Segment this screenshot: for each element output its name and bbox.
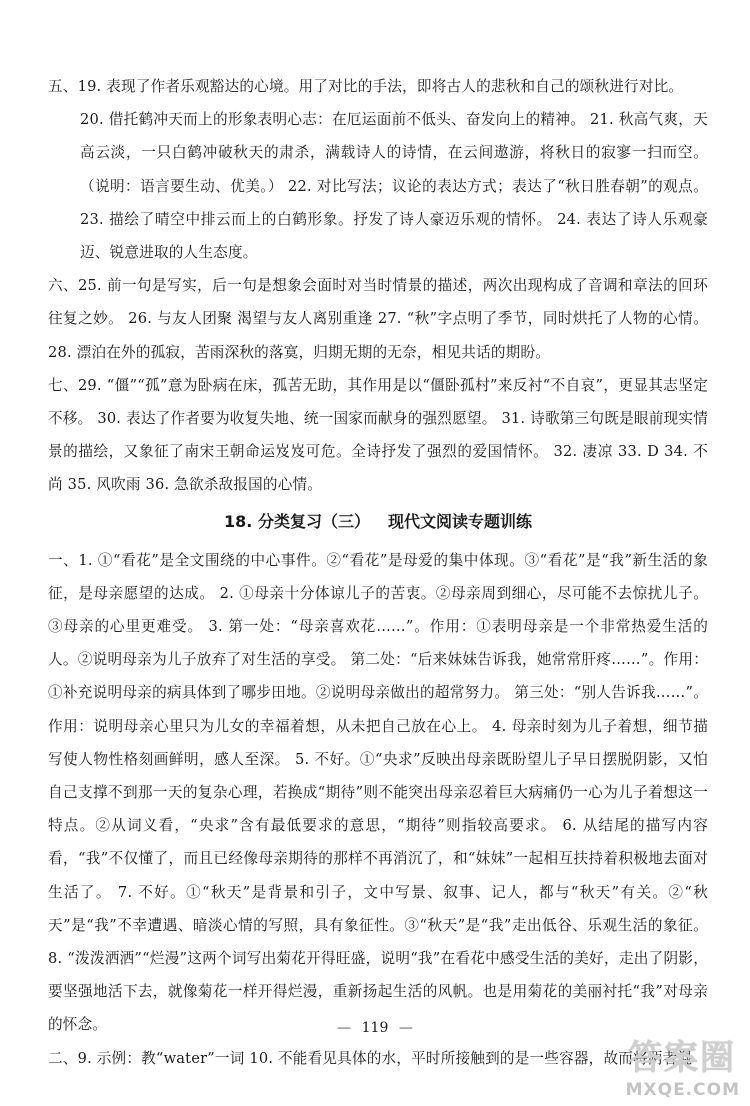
answer-content xyxy=(48,70,708,1075)
section-title: 现代文阅读专题训练 xyxy=(387,511,532,531)
answer-paragraph-1: 一、1. ①“看花”是全文围绕的中心事件。②“看花”是母爱的集中体现。③“看花”是“我”新生活的象征，是母亲愿望的达成。 2. ①母亲十分体谅儿子的苦衷。②母亲周到细心，尽可能不去惊扰儿子。③母亲的心里更难受。 3. 第一处：“母亲喜欢花……”。作用：①表明母亲是一个非常热爱生活的人。②说明母亲为儿子放弃了对生活的享受。 第二处：“后来妹妹告诉我，她常常肝疼……”。作用：①补充说明母亲的病具体到了哪步田地。②说明母亲做出的超常努力。 第三处：“别人告诉我……”。作用：说明母亲心里只为儿女的幸福着想，从未把自己放在心上。 4. 母亲时刻为儿子着想，细节描写使人物性格刻画鲜明，感人至深。 5. 不好。①“央求”反映出母亲既盼望儿子早日摆脱阴影，又怕自己支撑不到那一天的复杂心理，若换成“期待”则不能突出母亲忍着巨大病痛仍一心为儿子着想这一特点。②从词义看，“央求”含有最低要求的意思，“期待”则指较高要求。 6. 从结尾的描写内容看，“我”不仅懂了，而且已经像母亲期待的那样不再消沉了，和“妹妹”一起相互扶持着积极地去面对生活了。 7. 不好。①“秋天”是背景和引子，文中写景、叙事、记人，都与“秋天”有关。②“秋天”是“我”不幸遭遇、暗淡心情的写照，具有象征性。③“秋天”是“我”走出低谷、乐观生活的象征。 8. “泼泼洒洒”“烂漫”这两个词写出菊花开得旺盛，说明“我”在看花中感受生活的美好，走出了阴影，要坚强地活下去，就像菊花一样开得烂漫，重新扬起生活的风帆。也是用菊花的美丽衬托“我”对母亲的怀念。 xyxy=(48,551,708,1034)
footer-dash-right: — xyxy=(398,1020,413,1036)
answer-paragraph-5: 五、19. 表现了作者乐观豁达的心境。用了对比的手法，即将古人的悲秋和自己的颂秋进行对比。 xyxy=(48,78,684,95)
answer-paragraph-6: 六、25. 前一句是写实，后一句是想象会面时对当时情景的描述，两次出现构成了音调和章法的回环往复之妙。 26. 与友人团聚 渴望与友人离别重逢 27. “秋”字点明了季节，同时烘托了人物的心情。 28. 漂泊在外的孤寂，苦雨深秋的落寞，归期无期的无奈，相见共话的期盼。 xyxy=(48,277,708,361)
watermark-logo xyxy=(616,1030,744,1102)
watermark-url: MXQE.COM xyxy=(625,1080,740,1100)
answer-paragraph-5-cont: 20. 借托鹤冲天而上的形象表明心志：在厄运面前不低头、奋发向上的精神。 21. 秋高气爽，天高云淡，一只白鹤冲破秋天的肃杀，满载诗人的诗情，在云间遨游，将秋日的寂寥一扫而空。（说明：语言要生动、优美。） 22. 对比写法；议论的表达方式；表达了“秋日胜春朝”的观点。 23. 描绘了晴空中排云而上的白鹤形象。抒发了诗人豪迈乐观的情怀。 24. 表达了诗人乐观豪迈、锐意进取的人生态度。 xyxy=(80,111,708,262)
watermark-title: 答案圈 xyxy=(628,1038,736,1078)
section-number: 18. 分类复习（三） xyxy=(224,511,370,531)
section-heading xyxy=(48,510,708,534)
footer-dash-left: — xyxy=(337,1020,352,1036)
answer-paragraph-7: 七、29. “僵”“孤”意为卧病在床，孤苦无助，其作用是以“僵卧孤村”来反衬“不自哀”，更显其志坚定不移。 30. 表达了作者要为收复失地、统一国家而献身的强烈愿望。 31. 诗歌第三句既是眼前现实情景的描绘，又象征了南宋王朝命运岌岌可危。全诗抒发了强烈的爱国情怀。 32. 凄凉 33. D 34. 不 尚 35. 风吹雨 36. 急欲杀敌报国的心情。 xyxy=(48,376,708,494)
page-number: 119 xyxy=(361,1020,389,1036)
answer-paragraph-2: 二、9. 示例：教“water”一词 10. 不能看见具体的水，平时所接触到的是一些容器，故而将两者混 xyxy=(48,1049,693,1067)
